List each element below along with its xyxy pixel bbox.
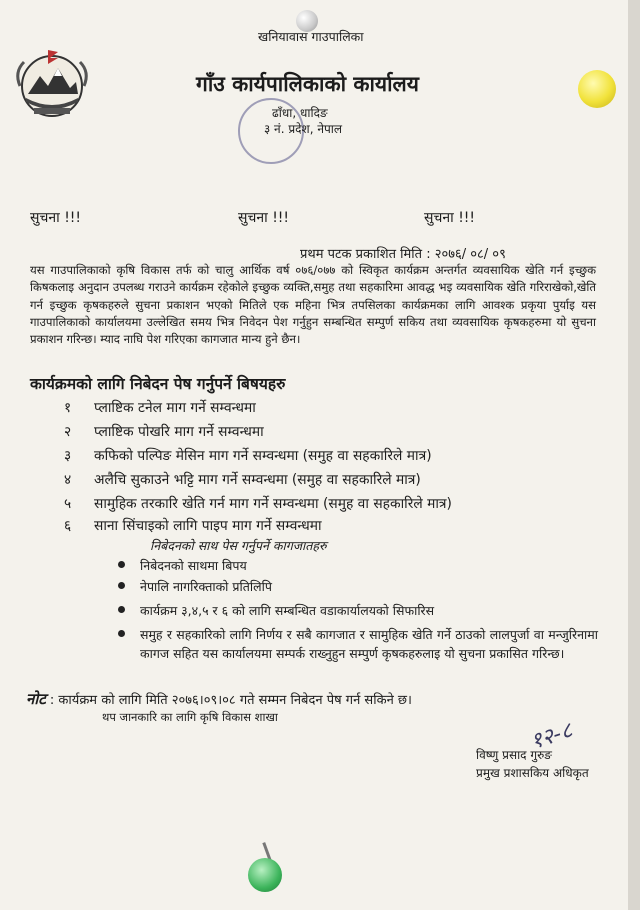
program-text: कफिको पल्पिङ मेसिन माग गर्ने सम्वन्धमा (समुह वा सहकारिले मात्र) (94, 448, 432, 464)
program-item (64, 422, 264, 441)
address-line-2: ३ नं. प्रदेश, नेपाल (264, 122, 343, 136)
program-item (64, 470, 421, 489)
bullet-icon (118, 582, 125, 589)
publication-date: प्रथम पटक प्रकाशित मिति : २०७६/ ०८/ ०९ (300, 247, 506, 262)
address-line-1: ढाँधा, धादिङ (272, 106, 328, 120)
program-item (64, 494, 452, 513)
notice-label-1: सुचना !!! (30, 210, 82, 226)
nepal-emblem-icon (12, 42, 92, 122)
program-number: ५ (64, 496, 72, 512)
paper-edge (628, 0, 640, 910)
program-number: ६ (64, 518, 72, 534)
documents-heading: निबेदनको साथ पेस गर्नुपर्ने कागजातहरु (150, 538, 327, 553)
document-item (118, 577, 598, 596)
program-number: १ (64, 400, 72, 416)
program-item (64, 446, 432, 465)
program-item (64, 398, 256, 417)
program-heading: कार्यक्रमको लागि निबेदन पेष गर्नुपर्ने बिषयहरु (30, 375, 286, 393)
program-text: अलैचि सुकाउने भट्टि माग गर्ने सम्वन्धमा (समुह वा सहकारिले मात्र) (94, 472, 421, 488)
note-label: नोट (26, 690, 46, 708)
intro-paragraph: यस गाउपालिकाको कृषि विकास तर्फ को चालु आर्थिक वर्ष ०७६/०७७ को स्विकृत कार्यक्रम अन्तर्गत व्यवसायिक खेति गर्न इच्छुक किषकलाइ अनुदान उपलब्ध गराउने कार्यक्रम रहेकोले इच्छुक व्यक्ति,समुह तथा सहकारिमा आवद्ध भइ व्यवसायिक खेति गरिराखेको,खेति गर्न इच्छुक कृषकहरुले सुचना प्रकाशन भएको मितिले एक महिना भित्र तपसिलका कार्यक्रमका लागि आवश्क प्रकृया पुर्याइ यस गाउपालिकाको कार्यालयमा उल्लेखित समय भित्र निवेदन पेश गर्नुहुन सम्बन्धित सम्पुर्ण सकिय तथा व्यवसायिक कृषकहरुमा यो सुचना प्रकाशन गरिन्छ। म्याद नाघि पेश गरिएका कागजात मान्य हुने छैन। (30, 263, 596, 347)
document-item (118, 601, 598, 620)
program-text: प्लाष्टिक टनेल माग गर्ने सम्वन्धमा (94, 400, 256, 416)
program-item (64, 516, 322, 535)
bullet-icon (118, 630, 125, 637)
document-item (118, 625, 598, 663)
program-text: साना सिंचाइको लागि पाइप माग गर्ने सम्वन्धमा (94, 518, 322, 534)
note-line (26, 689, 412, 709)
notice-label-3: सुचना !!! (424, 210, 476, 226)
office-title: गाँउ कार्यपालिकाको कार्यालय (196, 72, 419, 96)
yellow-pushpin-icon (578, 70, 616, 108)
handwritten-signature: १२-८ (527, 718, 576, 755)
document-item (118, 556, 598, 575)
document-text: कार्यक्रम ३,४,५ र ६ को लागि सम्बन्धित वडाकार्यालयको सिफारिस (140, 603, 435, 618)
municipality-name: खनियावास गाउपालिका (258, 29, 364, 44)
notice-label-2: सुचना !!! (238, 210, 290, 226)
note-text: : कार्यक्रम को लागि मिति २०७६।०९।०८ गते सम्मन निबेदन पेष गर्न सकिने छ। (49, 693, 412, 708)
bullet-icon (118, 606, 125, 613)
signatory-name: विष्णु प्रसाद गुरुङ (476, 748, 552, 762)
bullet-icon (118, 561, 125, 568)
document-text: निबेदनको साथमा बिपय (140, 558, 247, 573)
program-text: सामुहिक तरकारि खेति गर्न माग गर्ने सम्वन्धमा (समुह वा सहकारिले मात्र) (94, 496, 452, 512)
signatory-title: प्रमुख प्रशासकिय अधिकृत (476, 766, 589, 780)
program-number: ३ (64, 448, 72, 464)
contact-line: थप जानकारि का लागि कृषि विकास शाखा (102, 710, 278, 724)
document-text: नेपालि नागरिक्ताको प्रतिलिपि (140, 579, 272, 594)
green-pushpin-icon (248, 858, 282, 892)
program-text: प्लाष्टिक पोखरि माग गर्ने सम्वन्धमा (94, 424, 264, 440)
document-text: समुह र सहकारिको लागि निर्णय र सबै कागजात र सामुहिक खेति गर्ने ठाउको लालपुर्जा वा मन्जुरिनामा कागज सहित यस कार्यालयमा सम्पर्क राख्नुहुन सम्पुर्ण कृषकहरुलाइ यो सुचना प्रकासित गरिन्छ। (140, 627, 598, 661)
program-number: ४ (64, 472, 72, 488)
program-number: २ (64, 424, 72, 440)
